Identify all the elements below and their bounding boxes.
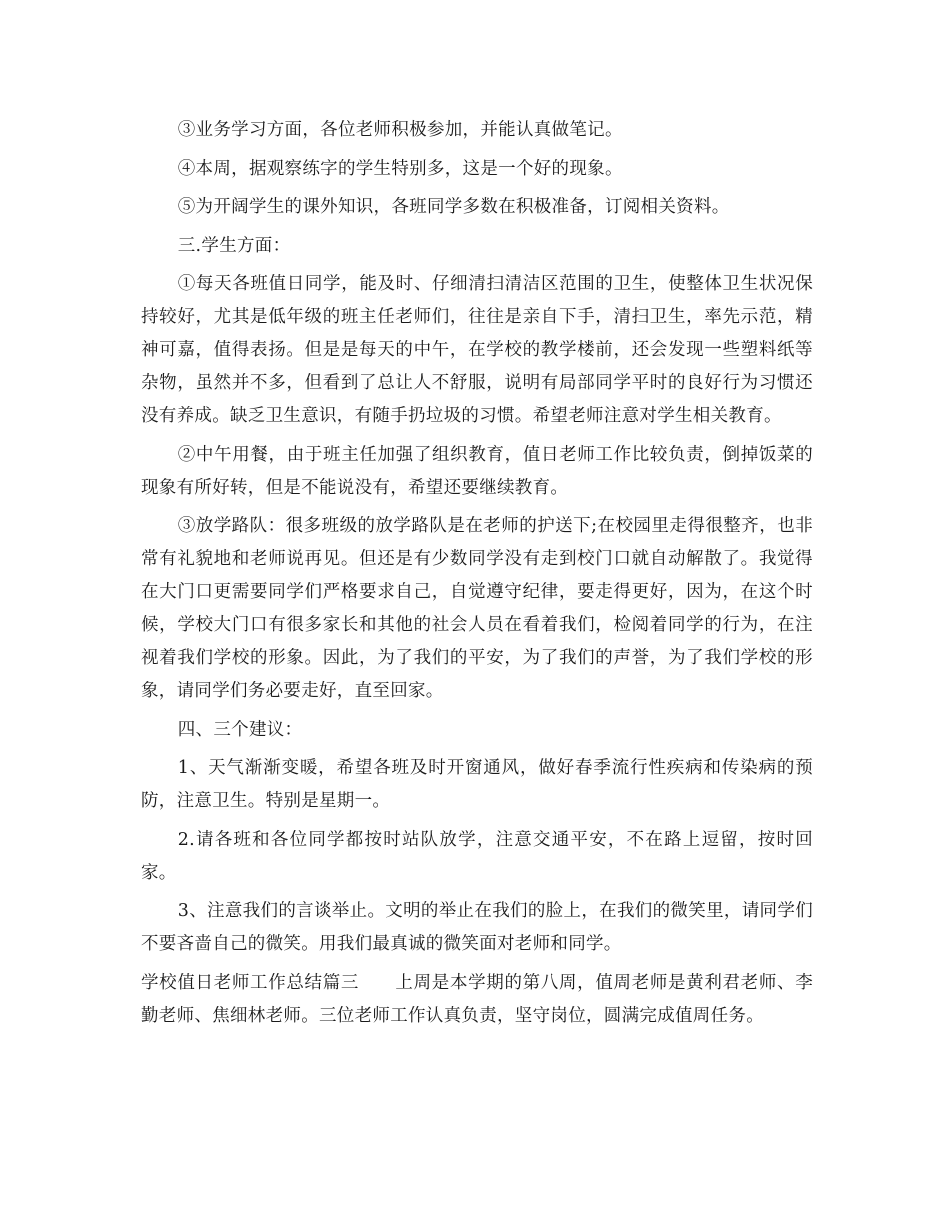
heading-three-suggestions: 四、三个建议： <box>177 719 303 740</box>
suggestion-ventilation: 1、天气渐渐变暖，希望各班及时开窗通风，做好春季流行性疾病和传染病的预防，注意卫生。特别是星期一。 <box>141 758 813 811</box>
section-title: 学校值日老师工作总结篇三 <box>141 972 360 993</box>
paragraph-dismissal: ③放学路队：很多班级的放学路队是在老师的护送下;在校园里走得很整齐，也非常有礼貌地和老师说再见。但还是有少数同学没有走到校门口就自动解散了。我觉得在大门口更需要同学们严格要求自己，自觉遵守纪律，要走得更好，因为，在这个时候，学校大门口有很多家长和其他的社会人员在看着我们，检阅着同学的行为，在注视着我们学校的形象。因此，为了我们的平安，为了我们的声誉，为了我们学校的形象，请同学们务必要走好，直至回家。 <box>141 516 813 701</box>
paragraph-study: ③业务学习方面，各位老师积极参加，并能认真做笔记。 <box>177 120 623 140</box>
paragraph-lunch: ②中午用餐，由于班主任加强了组织教育，值日老师工作比较负责，倒掉饭菜的现象有所好转，但是不能说没有，希望还要继续教育。 <box>141 444 813 498</box>
suggestion-manners: 3、注意我们的言谈举止。文明的举止在我们的脸上，在我们的微笑里，请同学们不要吝啬自己的微笑。用我们最真诚的微笑面对老师和同学。 <box>141 901 813 954</box>
suggestion-queue-safety: 2.请各班和各位同学都按时站队放学，注意交通平安，不在路上逗留，按时回家。 <box>141 829 813 883</box>
document-body <box>141 114 813 1038</box>
section-three-paragraph <box>141 967 813 1033</box>
heading-student-aspect: 三.学生方面： <box>177 235 291 256</box>
section-three-text: 上周是本学期的第八周，值周老师是黄利君老师、李勤老师、焦细林老师。三位老师工作认真负责，坚守岗位，圆满完成值周任务。 <box>141 972 813 1026</box>
paragraph-hygiene: ①每天各班值日同学，能及时、仔细清扫清洁区范围的卫生，使整体卫生状况保持较好，尤其是低年级的班主任老师们，往往是亲自下手，清扫卫生，率先示范，精神可嘉，值得表扬。但是是每天的中午，在学校的教学楼前，还会发现一些塑料纸等杂物，虽然并不多，但看到了总让人不舒服，说明有局部同学平时的良好行为习惯还没有养成。缺乏卫生意识，有随手扔垃圾的习惯。希望老师注意对学生相关教育。 <box>141 274 813 426</box>
paragraph-extracurricular: ⑤为开阔学生的课外知识，各班同学多数在积极准备，订阅相关资料。 <box>177 197 730 217</box>
paragraph-calligraphy: ④本周，据观察练字的学生特别多，这是一个好的现象。 <box>177 158 623 179</box>
